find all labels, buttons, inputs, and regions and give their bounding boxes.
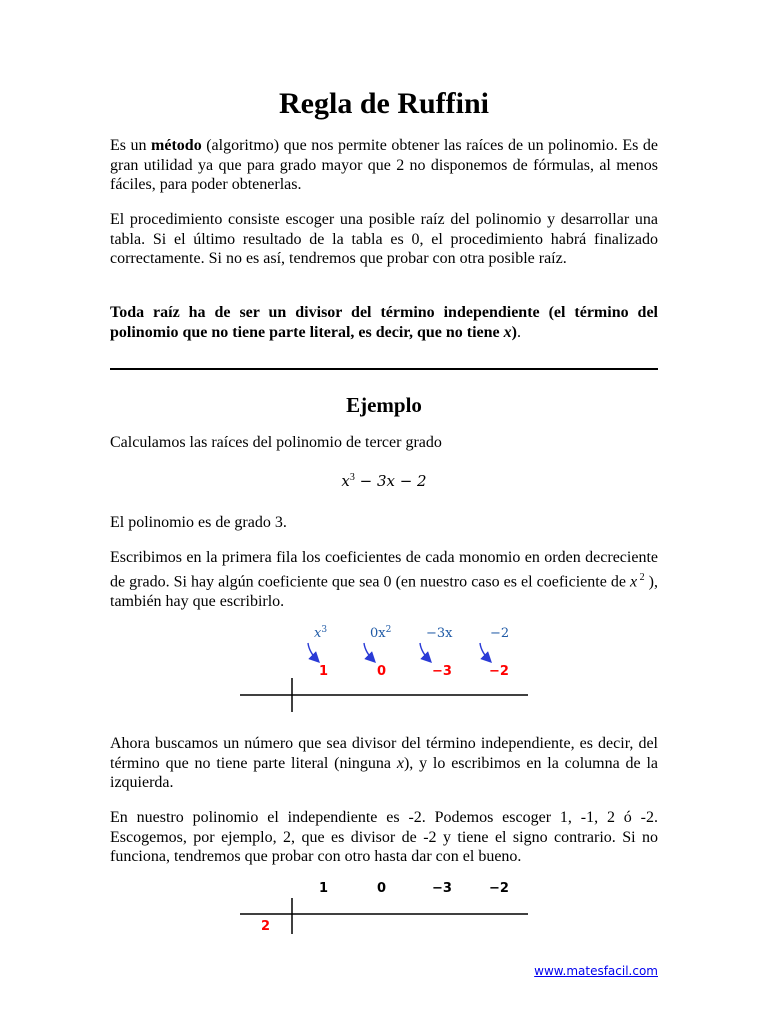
intro-paragraph-2: El procedimiento consiste escoger una posible raíz del polinomio y desarrollar una tabla. Si el último resultado de la tabla es 0, el procedimiento habrá finalizado correctamente. Si no es así, tendremos que probar con otra posible raíz. bbox=[110, 211, 658, 268]
example-paragraph-5: En nuestro polinomio el independiente es -2. Podemos escoger 1, -1, 2 ó -2. Escogemos, por ejemplo, 2, que es divisor de -2 y tiene el signo contrario. Si no funciona, tendremos que probar con otro hasta dar con el bueno. bbox=[110, 809, 658, 866]
intro-text-b: (algoritmo) que nos permite obtener las raíces de un polinomio. Es de gran utilidad ya que para grado mayor que 2 no disponemos de fórmulas, al menos fáciles, para poder obtenerlas. bbox=[110, 137, 659, 194]
coef-4: −2 bbox=[489, 664, 509, 679]
p4-text-a: Ahora buscamos un número que sea divisor del término independiente, es decir, del término que no tiene parte literal (ninguna bbox=[110, 735, 658, 772]
coef-2: 0 bbox=[377, 664, 387, 679]
p3-text-b: ), también hay que escribirlo. bbox=[110, 572, 659, 610]
coef-1: 1 bbox=[319, 664, 329, 679]
t2-coef-1: 1 bbox=[319, 881, 329, 896]
eq-term-x: x bbox=[341, 472, 350, 490]
p3-text-a: Escribimos en la primera fila los coeficientes de cada monomio en orden decreciente de grado. Si hay algún coeficiente que sea 0 (en nuestro caso es el coeficiente de bbox=[110, 549, 658, 590]
rule-variable: x bbox=[503, 323, 512, 341]
coef-3: −3 bbox=[432, 664, 452, 679]
rule-bold-end: ) bbox=[511, 323, 517, 341]
t2-coef-3: −3 bbox=[432, 881, 452, 896]
t2-root: 2 bbox=[261, 919, 271, 934]
example-heading: Ejemplo bbox=[346, 393, 422, 417]
rule-period: . bbox=[516, 323, 521, 341]
example-paragraph-1: Calculamos las raíces del polinomio de tercer grado bbox=[110, 434, 442, 451]
t2-coef-4: −2 bbox=[489, 881, 509, 896]
p3-variable: x bbox=[629, 572, 638, 590]
intro-bold-term: método bbox=[151, 137, 202, 154]
term-label-2: $0x^2$ bbox=[370, 625, 392, 641]
p4-variable: x bbox=[396, 754, 404, 772]
footer-link[interactable]: www.matesfacil.com bbox=[534, 964, 658, 978]
eq-rest: − 3x − 2 bbox=[354, 472, 427, 490]
rule-bold-text: Toda raíz ha de ser un divisor del término independiente (el término del polinomio que no tiene parte literal, es decir, que no tiene bbox=[110, 304, 658, 341]
p4-text-b: ), y lo escribimos en la columna de la izquierda. bbox=[110, 754, 659, 792]
p3-exponent: 2 bbox=[637, 571, 645, 583]
term-label-3: −3x bbox=[426, 626, 453, 641]
eq-exponent: 3 bbox=[349, 472, 355, 483]
example-paragraph-2: El polinomio es de grado 3. bbox=[110, 514, 287, 531]
term-label-1: $x^3$ bbox=[314, 625, 328, 641]
t2-coef-2: 0 bbox=[377, 881, 387, 896]
intro-text-a: Es un bbox=[110, 137, 152, 154]
page-title: Regla de Ruffini bbox=[279, 87, 489, 120]
term-label-4: −2 bbox=[490, 626, 510, 641]
